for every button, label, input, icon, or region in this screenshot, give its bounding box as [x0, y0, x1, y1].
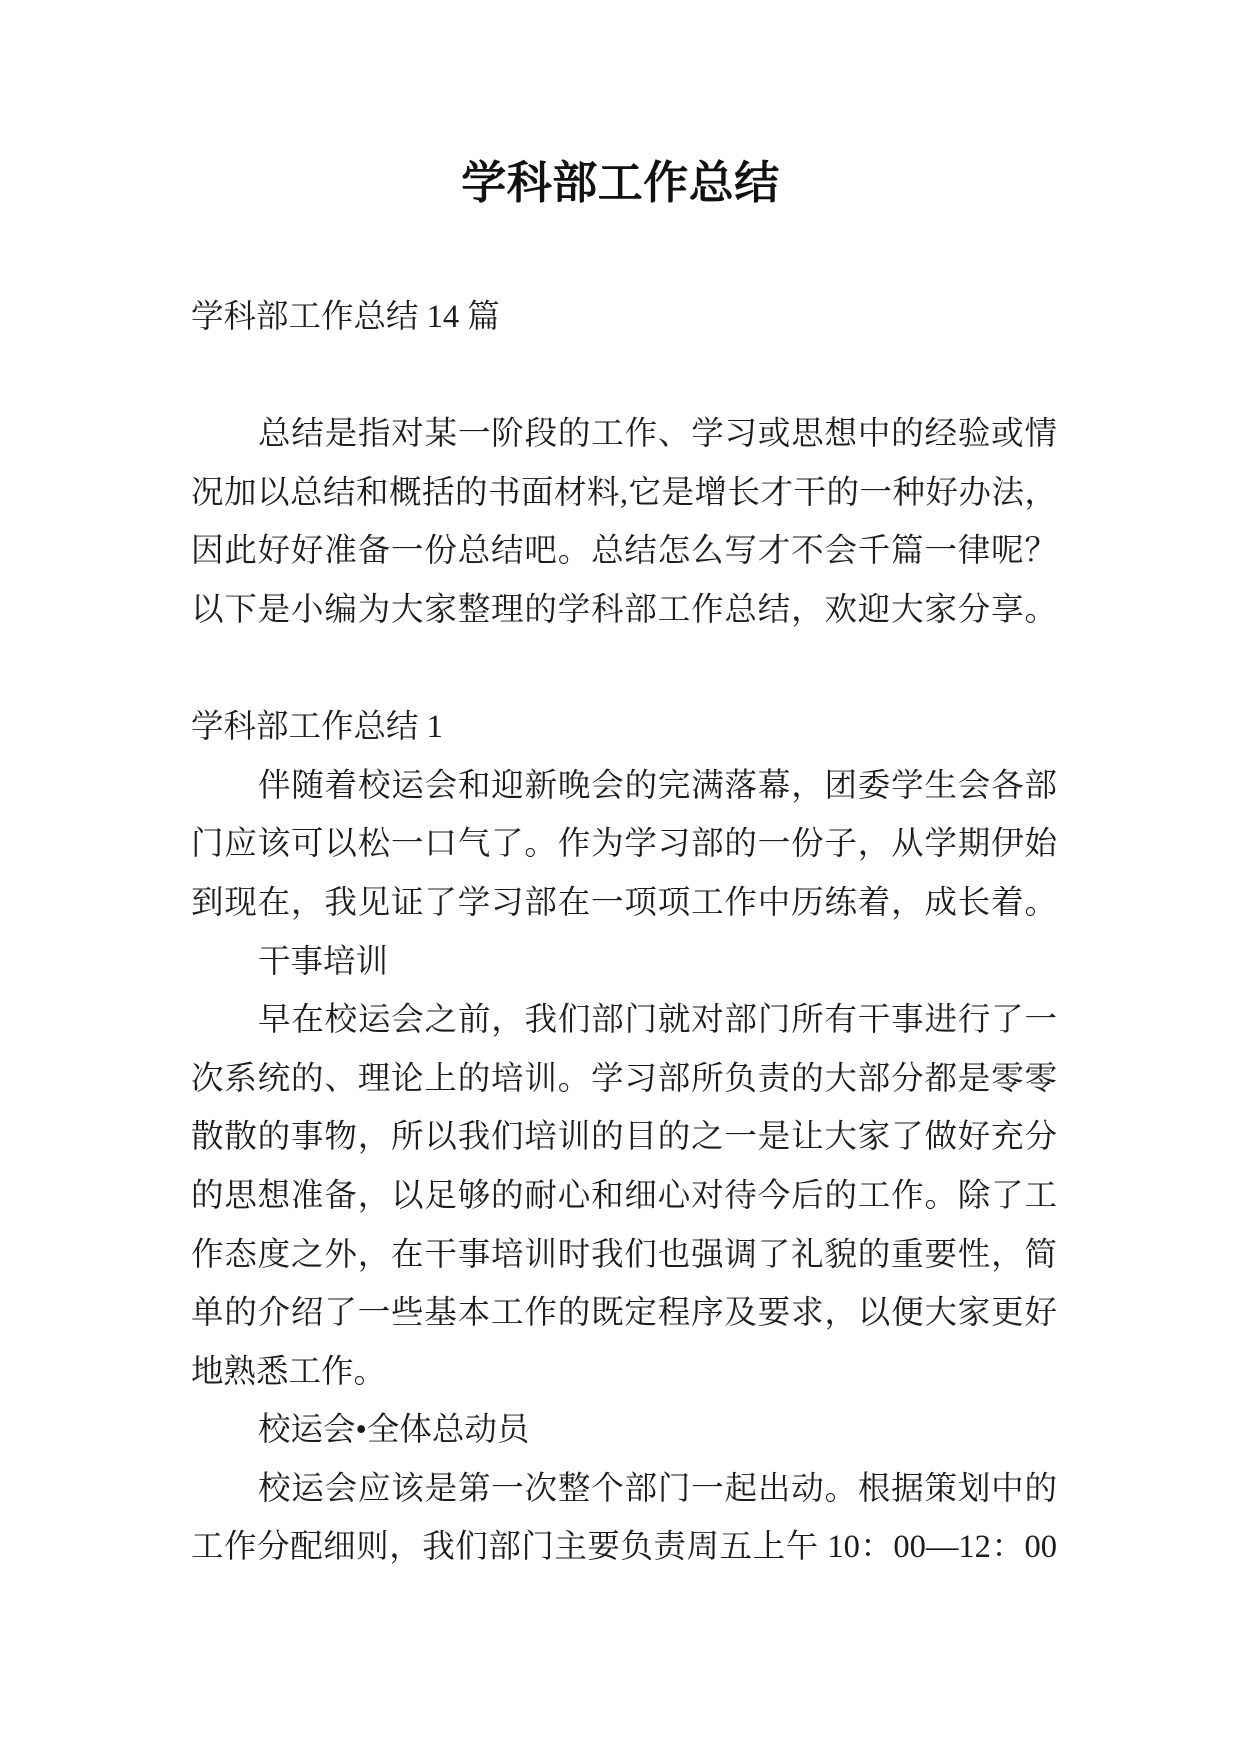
paragraph-line: 散散的事物，所以我们培训的目的之一是让大家了做好充分 [191, 1119, 1057, 1156]
intro-paragraph [191, 405, 1057, 639]
paragraph-line: 地熟悉工作。 [191, 1353, 387, 1390]
paragraph-line: 早在校运会之前，我们部门就对部门所有干事进行了一 [258, 1002, 1057, 1039]
paragraph-line: 作态度之外，在干事培训时我们也强调了礼貌的重要性，简 [191, 1236, 1057, 1273]
collection-heading: 学科部工作总结 14 篇 [191, 299, 500, 335]
document-body [191, 288, 1057, 1577]
paragraph-line: 单的介绍了一些基本工作的既定程序及要求，以便大家更好 [191, 1295, 1057, 1332]
article-heading: 学科部工作总结 1 [191, 709, 443, 746]
paragraph-line: 总结是指对某一阶段的工作、学习或思想中的经验或情 [258, 416, 1057, 453]
paragraph-line: 以下是小编为大家整理的学科部工作总结，欢迎大家分享。 [191, 591, 1057, 628]
paragraph-line: 的思想准备，以足够的耐心和细心对待今后的工作。除了工 [191, 1177, 1057, 1214]
paragraph-line: 况加以总结和概括的书面材料,它是增长才干的一种好办法， [191, 474, 1057, 511]
staff-training-paragraph [191, 991, 1057, 1401]
paragraph-line: 因此好好准备一份总结吧。总结怎么写才不会千篇一律呢？ [191, 533, 1057, 570]
document-title: 学科部工作总结 [461, 158, 780, 208]
paragraph-line: 伴随着校运会和迎新晚会的完满落幕，团委学生会各部 [258, 767, 1057, 804]
paragraph-line: 到现在，我见证了学习部在一项项工作中历练着，成长着。 [191, 884, 1057, 921]
paragraph-line: 校运会应该是第一次整个部门一起出动。根据策划中的 [258, 1470, 1057, 1507]
opening-paragraph [191, 757, 1057, 933]
blank-line [191, 640, 1057, 699]
section-heading-sports-meet: 校运会•全体总动员 [258, 1412, 530, 1449]
paragraph-line: 门应该可以松一口气了。作为学习部的一份子，从学期伊始 [191, 826, 1057, 863]
paragraph-line: 工作分配细则，我们部门主要负责周五上午 10：00—12：00 [191, 1529, 1057, 1566]
section-heading-staff-training: 干事培训 [258, 943, 389, 980]
sports-meet-paragraph [191, 1460, 1057, 1577]
blank-line [191, 347, 1057, 406]
paragraph-line: 次系统的、理论上的培训。学习部所负责的大部分都是零零 [191, 1060, 1057, 1097]
